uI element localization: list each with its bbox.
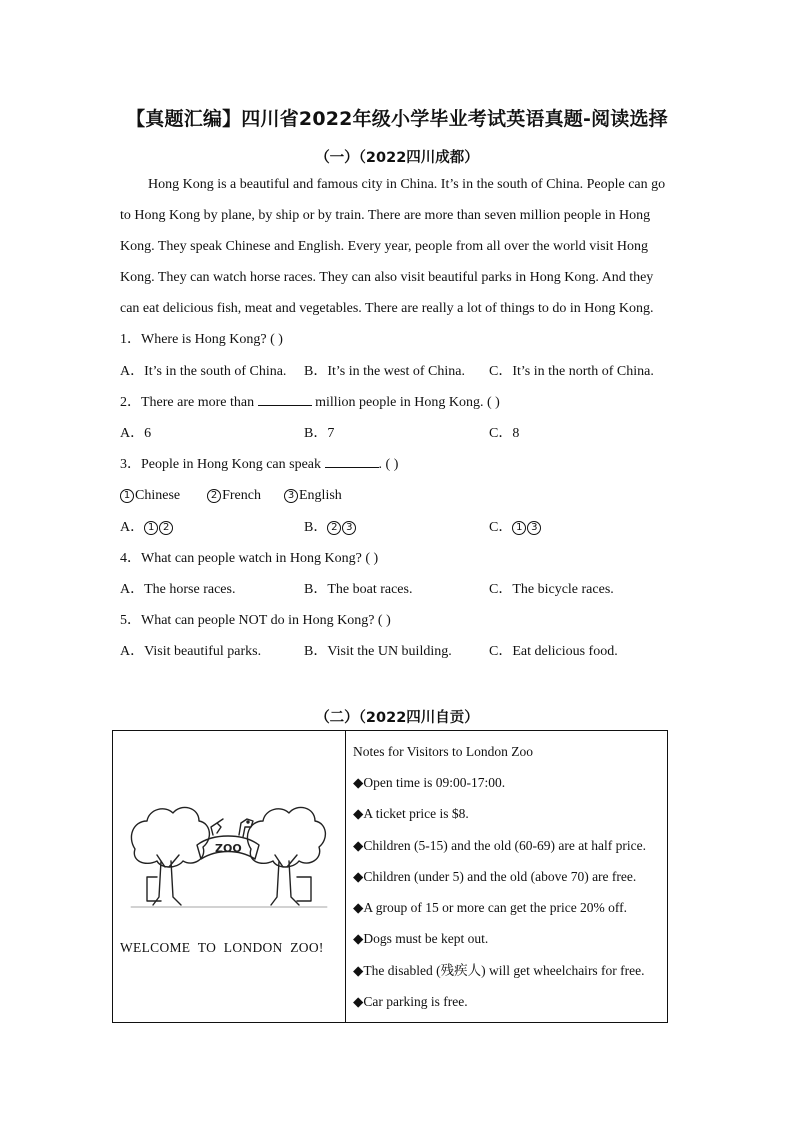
question-4-option-c: C．The bicycle races. (489, 582, 614, 597)
circled-number: 2 (327, 521, 341, 535)
bird (211, 819, 223, 835)
document-title: 【真题汇编】四川省2022年级小学毕业考试英语真题-阅读选择 (126, 108, 668, 130)
section-1-heading: （一）（2022四川成都） (315, 150, 479, 166)
question-2-option-b: B．7 (304, 426, 335, 441)
choice-item (120, 488, 180, 503)
choice-text: French (222, 488, 261, 503)
note-item: ◆The disabled (残疾人) will get wheelchairs for free. (353, 963, 645, 978)
note-item: ◆Car parking is free. (353, 994, 468, 1009)
question-1-option-b: B．It’s in the west of China. (304, 364, 465, 379)
question-1-option-c: C．It’s in the north of China. (489, 364, 654, 379)
question-1-option-a: A．It’s in the south of China. (120, 364, 287, 379)
question-4-option-b: B．The boat races. (304, 582, 413, 597)
question-1-stem: 1．Where is Hong Kong? ( ) (120, 332, 283, 347)
welcome-text: WELCOME TO LONDON ZOO! (120, 940, 324, 955)
zoo-notes-table (112, 730, 668, 1023)
section-2-heading: （二）（2022四川自贡） (315, 710, 479, 726)
circled-number: 1 (120, 489, 134, 503)
right-gate-post (297, 877, 311, 901)
question-2-stem-start: 2．There are more than (120, 395, 258, 410)
question-5-stem: 5．What can people NOT do in Hong Kong? ( ) (120, 613, 391, 628)
question-5-option-b: B．Visit the UN building. (304, 644, 452, 659)
question-2-option-c: C．8 (489, 426, 520, 441)
question-2-option-a: A．6 (120, 426, 152, 441)
zoo-illustration-cell (113, 731, 346, 1023)
left-tree-crown (131, 807, 209, 867)
circled-number: 2 (207, 489, 221, 503)
question-4-stem: 4．What can people watch in Hong Kong? ( ) (120, 551, 379, 566)
notes-heading: Notes for Visitors to London Zoo (353, 744, 534, 759)
question-3-stem-end: . ( ) (378, 457, 399, 472)
question-3-stem-start: 3．People in Hong Kong can speak (120, 457, 325, 472)
question-5-option-c: C．Eat delicious food. (489, 644, 618, 659)
answer-blank (325, 455, 379, 468)
circled-number: 2 (159, 521, 173, 535)
question-3-stem (120, 455, 398, 475)
question-4-option-a: A．The horse races. (120, 582, 236, 597)
right-tree-trunk (271, 855, 299, 905)
option-label: A． (120, 520, 145, 535)
question-3-option-b (304, 518, 357, 538)
option-label: B． (304, 520, 328, 535)
note-item: ◆A ticket price is $8. (353, 806, 469, 821)
circled-number: 3 (284, 489, 298, 503)
note-item: ◆A group of 15 or more can get the price 20% off. (353, 900, 628, 915)
choice-text: English (299, 488, 342, 503)
circled-number: 1 (512, 521, 526, 535)
giraffe-head (239, 819, 253, 837)
question-2-stem-end: million people in Hong Kong. ( ) (311, 395, 500, 410)
question-3-option-c (489, 518, 542, 538)
zoo-gate-illustration (127, 797, 331, 917)
choice-item (207, 488, 261, 503)
option-label: C． (489, 520, 513, 535)
circled-number: 1 (144, 521, 158, 535)
question-3-option-a (120, 518, 174, 538)
choice-item (284, 488, 342, 503)
question-5-option-a: A．Visit beautiful parks. (120, 644, 262, 659)
note-item: ◆Children (5-15) and the old (60-69) are at half price. (353, 838, 647, 853)
answer-blank (258, 393, 312, 406)
notes-cell (346, 731, 668, 1023)
circled-number: 3 (527, 521, 541, 535)
reading-passage: Hong Kong is a beautiful and famous city in China. It’s in the south of China. People can go to Hong Kong by plane, by ship or by train. There are more than seven million people in Hong Kong. They speak Chinese and English. Every year, people from all over the world visit Hong Kong. They can watch horse races. They can also visit beautiful parks in Hong Kong. And they can eat delicious fish, meat and vegetables. There are really a lot of things to do in Hong Kong. (120, 177, 666, 316)
question-3-choices (120, 486, 342, 506)
choice-text: Chinese (135, 488, 181, 503)
circled-number: 3 (342, 521, 356, 535)
note-item: ◆Open time is 09:00-17:00. (353, 775, 506, 790)
zoo-sign-text: ZOO (215, 842, 242, 855)
note-item: ◆Dogs must be kept out. (353, 931, 489, 946)
right-tree-crown (247, 807, 325, 867)
question-2-stem (120, 393, 500, 413)
note-item: ◆Children (under 5) and the old (above 70) are free. (353, 869, 637, 884)
